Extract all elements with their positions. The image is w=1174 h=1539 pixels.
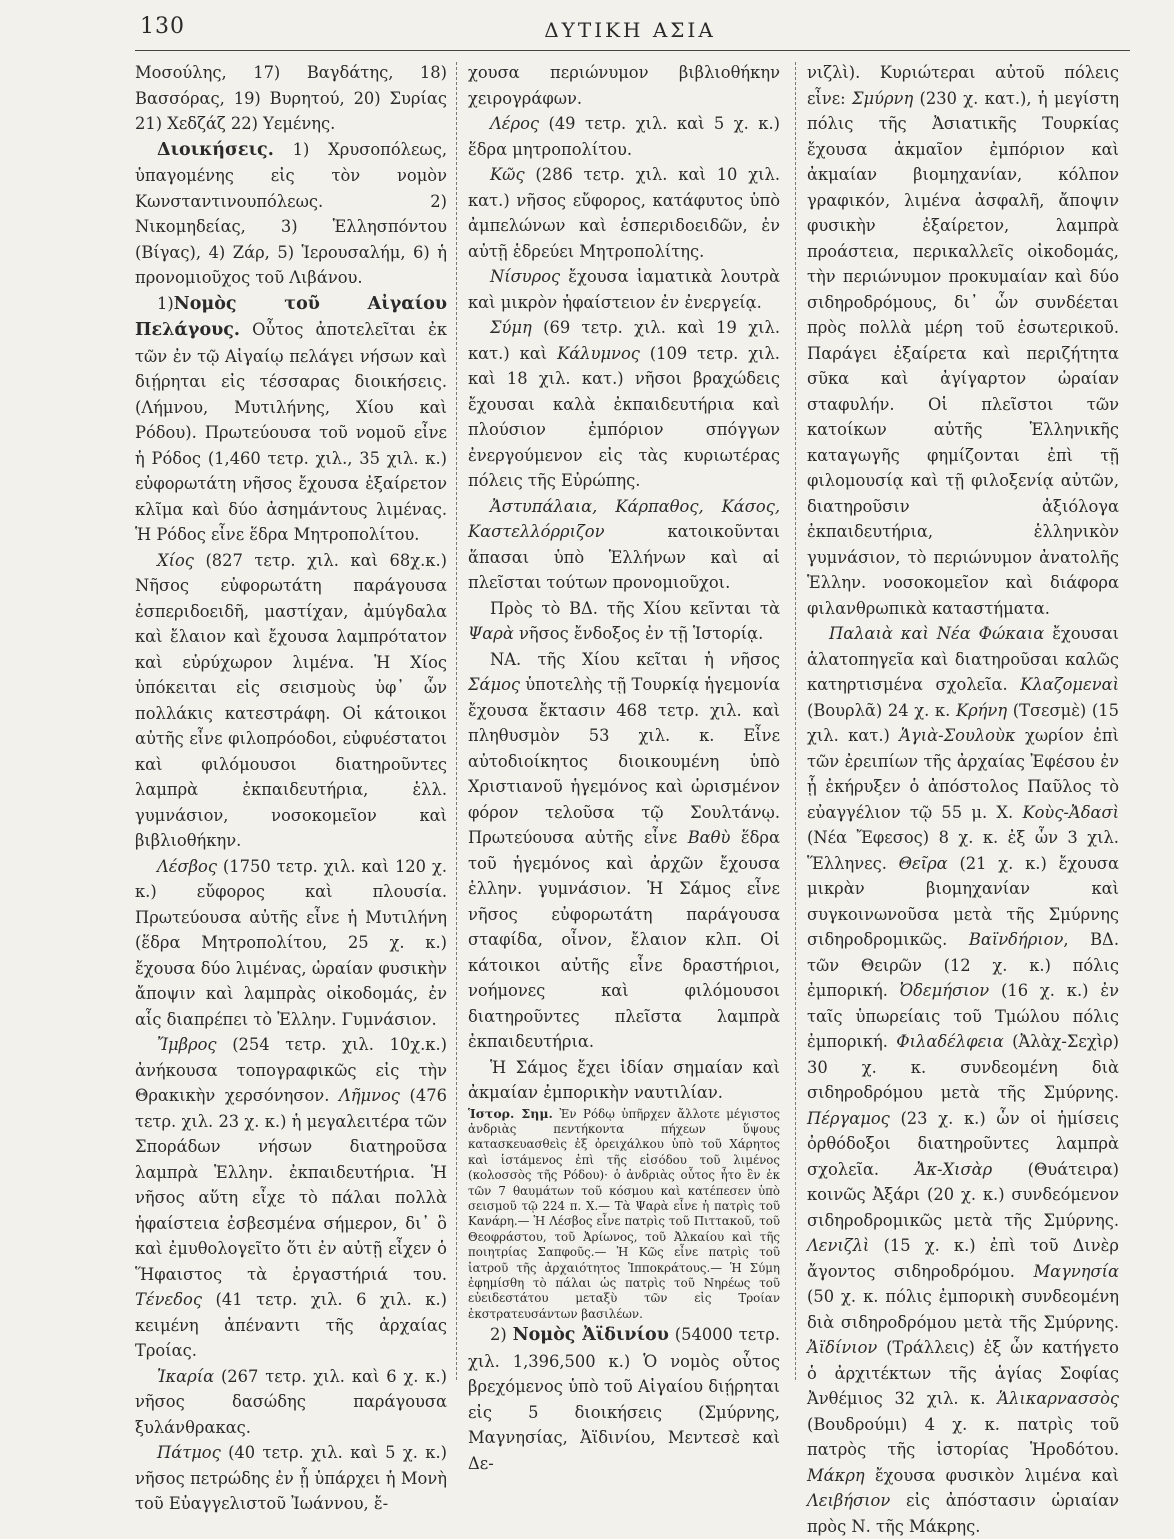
paragraph-psara — [468, 596, 780, 647]
place-name: Βαθὺ — [687, 828, 731, 847]
place-name: Ἁλικαρνασσὸς — [997, 1389, 1119, 1408]
paragraph-smyrna — [807, 60, 1119, 621]
paragraph-symi — [468, 315, 780, 494]
column-1 — [135, 60, 447, 1517]
note-text: Ἐν Ρόδῳ ὑπῆρχεν ἄλλοτε μέγιστος ἀνδριὰς πεντήκοντα πήχεων ὕψους κατασκευασθεὶς ἐξ ὀρειχάλκου ὑπὸ τοῦ Χάρητος καὶ ἱστάμενος ἐπὶ τῆς εἰσόδου τοῦ λιμένος (κολοσσὸς τῆς Ρόδου)· ὁ ἀνδριὰς οὗτος ἦτο ἓν ἐκ τῶν 7 θαυμάτων τοῦ κόσμου καὶ κατέπεσεν ὑπὸ σεισμοῦ τῷ 224 π. Χ.— Τὰ Ψαρὰ εἶνε ἡ πατρὶς τοῦ Κανάρη.— Ἡ Λέσβος εἶνε πατρὶς τοῦ Πιττακοῦ, τοῦ Θεοφράστου, τοῦ Ἀρίωνος, τοῦ Ἀλκαίου καὶ τῆς ποιητρίας Σαπφοῦς.— Ἡ Κῶς εἶνε πατρὶς τοῦ ἰατροῦ τῆς ἀρχαιότητος Ἱπποκράτους.— Ἡ Σύμη ἐφημίσθη τὸ πάλαι ὡς πατρὶς τοῦ Νηρέως τοῦ εὐειδεστάτου μεταξὺ τῶν εἰς Τροίαν ἐκστρατευσάντων βασιλέων. — [468, 1106, 780, 1321]
paragraph-text: Πρὸς τὸ ΒΔ. τῆς Χίου κεῖνται τὰ — [490, 598, 780, 618]
paragraph-text: (41 τετρ. χιλ. 6 χιλ. κ.) κειμένη ἀπέναντι τῆς ἀρχαίας Τροίας. — [135, 1290, 447, 1360]
paragraph-kos — [468, 162, 780, 264]
paragraph-text: (40 τετρ. χιλ. καὶ 5 χ. κ.) νῆσος πετρώδης ἐν ᾗ ὑπάρχει ἡ Μονὴ τοῦ Εὐαγγελιστοῦ Ἰωάννου, ἔ- — [135, 1443, 447, 1513]
header-rule — [135, 50, 1130, 51]
paragraph-text: (50 χ. κ. πόλις ἐμπορικὴ συνδεομένη διὰ σιδηροδρόμου μετὰ τῆς Σμύρνης. — [807, 1287, 1119, 1332]
place-name: Κρήνη — [955, 700, 1008, 720]
paragraph-leros — [468, 111, 780, 162]
paragraph-text: (827 τετρ. χιλ. καὶ 68χ.κ.) Νῆσος εὐφορωτάτη παράγουσα ἑσπεριδοειδῆ, μαστίχαν, ἀμύγδαλα καὶ ἔλαιον καὶ ἔχουσα λαμπρότατον καὶ εὐρύχωρον λιμένα. Ἡ Χίος ὑπόκειται εἰς σεισμοὺς ὑφ᾽ ὧν πολλάκις κατεστράφη. Οἱ κάτοικοι αὐτῆς εἶνε φιλοπρόοδοι, εὐφυέστατοι καὶ φιλόμουσοι διατηροῦντες λαμπρὰ ἐκπαιδευτήρια, ἑλλ. γυμνάσιον, νοσοκομεῖον καὶ βιβλιοθήκην. — [135, 550, 447, 850]
paragraph-text: (230 χ. κατ.), ἡ μεγίστη πόλις τῆς Ἀσιατικῆς Τουρκίας ἔχουσα ἀκμαῖον ἐμπόριον καὶ ἀκμαίαν βιομηχανίαν, κόλπον γραφικόν, λιμένα ἀσφαλῆ, ἄποψιν φυσικὴν ἐξαίρετον, λαμπρὰ προάστεια, περικαλλεῖς οἰκοδομάς, τὴν περιώνυμον προκυμαίαν καὶ δύο σιδηροδρόμους, δι᾽ ὧν συνδέεται πρὸς πολλὰ μέρη τοῦ ἐσωτερικοῦ. Παράγει ἐξαίρετα καὶ περιζήτητα σῦκα καὶ ἀγίγαρτον ὡραίαν σταφυλήν. Οἱ πλεῖστοι τῶν κατοίκων αὐτῆς Ἑλληνικῆς καταγωγῆς φημίζονται ἐπὶ τῇ φιλομουσίᾳ καὶ τῇ φιλοξενίᾳ αὐτῶν, διατηροῦσιν ἀξιόλογα ἐκπαιδευτήρια, ἑλληνικὸν γυμνάσιον, τὸ περιώνυμον ἀνατολῆς Ἑλλην. νοσοκομεῖον καὶ διάφορα φιλανθρωπικὰ καταστήματα. — [807, 88, 1119, 618]
paragraph-text: 1) Χρυσοπόλεως, ὑπαγομένης εἰς τὸν νομὸν Κωνσταντινουπόλεως. 2) Νικομηδείας, 3) Ἑλλησπόντου (Βίγας), 4) Ζάρ, 5) Ἱερουσαλήμ, 6) ἡ προνομιοῦχος τοῦ Λιβάνου. — [135, 139, 447, 287]
column-divider-2 — [795, 62, 796, 1380]
place-name: Ὀδεμήσιον — [899, 981, 990, 1000]
place-name: Λενιζλὶ — [807, 1236, 870, 1255]
paragraph-astypalaia — [468, 494, 780, 596]
paragraph-text: ἕδρα τοῦ ἡγεμόνος καὶ ἀρχῶν ἔχουσα ἑλλην. γυμνάσιον. Ἡ Σάμος εἶνε νῆσος εὐφορωτάτη παράγουσα σταφίδα, οἶνον, ἔλαιον κλπ. Οἱ κάτοικοι αὐτῆς εἶνε δραστήριοι, νοήμονες καὶ φιλόμουσοι διατηροῦντες πλεῖστα λαμπρὰ ἐκπαιδευτήρια. — [468, 828, 780, 1051]
place-name: Σύμη — [490, 318, 532, 337]
place-name: Χίος — [157, 550, 194, 570]
paragraph-text: (49 τετρ. χιλ. καὶ 5 χ. κ.) ἕδρα μητροπολίτου. — [468, 114, 780, 159]
paragraph-text: ὑποτελὴς τῇ Τουρκίᾳ ἡγεμονία ἔχουσα ἔκτασιν 468 τετρ. χιλ. καὶ πληθυσμὸν 53 χιλ. κ. Εἶνε αὐτοδιοίκητος διοικουμένη ὑπὸ Χριστιανοῦ ἡγεμόνος καὶ ὡρισμένον φόρον τελοῦσα τῷ Σουλτάνῳ. Πρωτεύουσα αὐτῆς εἶνε — [468, 675, 780, 847]
place-name: Ψαρὰ — [468, 624, 514, 643]
paragraph-text: (54000 τετρ. χιλ. 1,396,500 κ.) Ὁ νομὸς οὗτος βρεχόμενος ὑπὸ τοῦ Αἰγαίου διῄρηται εἰς 5 διοικήσεις (Σμύρνης, Μαγνησίας, Ἀϊδινίου, Μεντεσὲ καὶ Δε- — [468, 1325, 780, 1473]
place-name: Φιλαδέλφεια — [896, 1032, 1004, 1051]
place-name: Σάμος — [468, 675, 521, 694]
place-name: Πέργαμος — [807, 1108, 890, 1128]
paragraph-nisyros — [468, 264, 780, 315]
paragraph-text: (Βουρλᾶ) 24 χ. κ. — [807, 700, 956, 720]
place-name: Λειβήσιον — [807, 1491, 891, 1510]
paragraph-lesvos — [135, 854, 447, 1033]
paragraph-patmos — [135, 1440, 447, 1517]
paragraph-text: ΝΑ. τῆς Χίου κεῖται ἡ νῆσος — [490, 649, 780, 669]
running-head: ΔΥΤΙΚΗ ΑΣΙΑ — [544, 18, 716, 42]
paragraph-chios — [135, 548, 447, 854]
paragraph-cities — [807, 621, 1119, 1539]
paragraph-text: (Ἀλὰχ-Σεχὶρ) 30 χ. κ. συνδεομένη διὰ σιδηροδρόμου μετὰ τῆς Σμύρνης. — [807, 1032, 1119, 1102]
paragraph-text: ἔχουσα φυσικὸν λιμένα καὶ — [864, 1465, 1119, 1485]
place-name: Ἰκαρία — [157, 1366, 215, 1386]
place-name: Λέσβος — [157, 856, 217, 876]
place-name: Ἀστυπάλαια, Κάρπαθος, Κάσος, Καστελλόρριζον — [468, 496, 780, 541]
column-divider-1 — [456, 62, 457, 1380]
paragraph-text: (21 χ. κ.) ἔχουσα μικρὰν βιομηχανίαν καὶ συγκοινωνοῦσα μετὰ τῆς Σμύρνης σιδηροδρομικῶς. — [807, 853, 1119, 949]
place-name: Τένεδος — [135, 1290, 202, 1309]
place-name: Μαγνησία — [1033, 1261, 1119, 1281]
paragraph-text: εἰς ἀπόστασιν ὡριαίαν πρὸς Ν. τῆς Μάκρης. — [807, 1491, 1119, 1536]
page-number: 130 — [140, 14, 185, 39]
column-2 — [468, 60, 780, 1476]
paragraph-text: (23 χ. κ.) ὧν οἱ ἡμίσεις ὀρθόδοξοι διατηροῦντες λαμπρὰ σχολεῖα. — [807, 1108, 1119, 1179]
note-heading: Ἱστορ. Σημ. — [468, 1105, 553, 1121]
page-header — [130, 14, 1130, 54]
paragraph-samos-flag: Ἡ Σάμος ἔχει ἰδίαν σημαίαν καὶ ἀκμαίαν ἐμπορικὴν ναυτιλίαν. — [468, 1057, 780, 1102]
paragraph-ikaria — [135, 1364, 447, 1441]
paragraph-text: (69 τετρ. χιλ. καὶ 19 χιλ. κατ.) καὶ — [468, 318, 780, 363]
place-name: Κλαζομεναὶ — [1020, 675, 1119, 694]
place-name: Πάτμος — [157, 1443, 221, 1462]
paragraph-text: (267 τετρ. χιλ. καὶ 6 χ. κ.) νῆσος δασώδης παράγουσα ξυλάνθρακας. — [135, 1366, 447, 1437]
section-heading: Νομὸς τοῦ Αἰγαίου Πελάγους. — [135, 293, 447, 340]
column-3 — [807, 60, 1119, 1539]
paragraph-text: νιζλὶ). Κυριώτεραι αὐτοῦ πόλεις εἶνε: — [807, 63, 1119, 108]
paragraph-text: (476 τετρ. χιλ. 23 χ. κ.) ἡ μεγαλειτέρα τῶν Σποράδων νήσων διατηροῦσα λαμπρὰ Ἑλλην. ἐκπαιδευτήρια. Ἡ νῆσος αὕτη εἶχε τὸ πάλαι πολλὰ ἡφαίστεια ἐσβεσμένα σήμερον, δι᾽ ὃ καὶ ἐμυθολογεῖτο ὅτι ἐν αὐτῇ εἶχεν ὁ Ἥφαιστος τὰ ἐργαστήριά του. — [135, 1086, 447, 1284]
paragraph-text: (15 χ. κ.) ἐπὶ τοῦ Δινὲρ ἄγοντος σιδηροδρόμου. — [807, 1236, 1119, 1281]
section-number: 2) — [490, 1325, 507, 1345]
paragraph-text: (1750 τετρ. χιλ. καὶ 120 χ. κ.) εὔφορος καὶ πλουσία. Πρωτεύουσα αὐτῆς εἶνε ἡ Μυτιλήνη (ἕδρα Μητροπολίτου, 25 χ. κ.) ἔχουσα δύο λιμένας, ὡραίαν φυσικὴν ἄποψιν καὶ λαμπρὰς οἰκοδομάς, ἐν αἷς διαπρέπει τὸ Ἑλλην. Γυμνάσιον. — [135, 856, 447, 1029]
paragraph-text: ἔχουσαι ἁλατοπηγεῖα καὶ διατηροῦσαι καλῶς κατηρτισμένα σχολεῖα. — [807, 624, 1119, 694]
place-name: Ἀκ-Χισὰρ — [914, 1159, 993, 1179]
paragraph: χουσα περιώνυμον βιβλιοθήκην χειρογράφων. — [468, 63, 780, 108]
paragraph: Μοσούλης, 17) Βαγδάτης, 18) Βασσόρας, 19) Βυρητού, 20) Συρίας 21) Χεδζάζ 22) Υεμένης. — [135, 63, 447, 133]
paragraph-text: (Θυάτειρα) κοινῶς Ἀξάρι (20 χ. κ.) συνδεόμενον σιδηροδρομικῶς μετὰ τῆς Σμύρνης. — [807, 1159, 1119, 1230]
paragraph-imvros — [135, 1032, 447, 1364]
place-name: Ἴμβρος — [157, 1035, 217, 1054]
paragraph-text: (16 χ. κ.) ἐν ταῖς ὑπωρείαις τοῦ Τμώλου πόλις ἐμπορική. — [807, 981, 1119, 1051]
paragraph-text: (286 τετρ. χιλ. καὶ 10 χιλ. κατ.) νῆσος εὔφορος, κατάφυτος ὑπὸ ἀμπελώνων καὶ ἑσπεριδοειδῶν, ἐν αὐτῇ ἑδρεύει Μητροπολίτης. — [468, 165, 780, 261]
place-name: Κάλυμνος — [557, 343, 640, 363]
historical-note — [468, 1106, 780, 1323]
paragraph-text: (Τράλλεις) ἐξ ὧν κατήγετο ὁ ἀρχιτέκτων τῆς ἁγίας Σοφίας Ἀνθέμιος 32 χιλ. κ. — [807, 1338, 1119, 1408]
paragraph-text: Οὗτος ἀποτελεῖται ἐκ τῶν ἐν τῷ Αἰγαίῳ πελάγει νήσων καὶ διῄρηται εἰς τέσσαρας διοικήσεις. (Λήμνου, Μυτιλήνης, Χίου καὶ Ρόδου). Πρωτεύουσα τοῦ νομοῦ εἶνε ἡ Ρόδος (1,460 τετρ. χιλ., 35 χιλ. κ.) εὐφορωτάτη νῆσος ἔχουσα ἐξαίρετον κλῖμα καὶ δύο ἀσημάντους λιμένας. Ἡ Ρόδος εἶνε ἕδρα Μητροπολίτου. — [135, 320, 447, 544]
section-number: 1) — [157, 293, 174, 313]
place-name: Κῶς — [490, 165, 525, 184]
paragraph-text: (Βουδρούμι) 4 χ. κ. πατρὶς τοῦ πατρὸς τῆς ἱστορίας Ἡροδότου. — [807, 1414, 1119, 1459]
place-name: Ἁγιὰ-Σουλοὺκ — [899, 726, 1016, 745]
paragraph-text: ἔχουσα ἰαματικὰ λουτρὰ καὶ μικρὸν ἡφαίστειον ἐν ἐνεργείᾳ. — [468, 267, 780, 312]
paragraph-text: κατοικοῦνται ἅπασαι ὑπὸ Ἑλλήνων καὶ αἱ πλεῖσται τούτων προνομιοῦχοι. — [468, 522, 780, 592]
paragraph-text: (Τσεσμὲ) (15 χιλ. κατ.) — [807, 700, 1119, 745]
section-heading: Νομὸς Ἀϊδινίου — [512, 1325, 669, 1346]
paragraph-text: , ΒΔ. τῶν Θειρῶν (12 χ. κ.) πόλις ἐμπορική. — [807, 930, 1119, 1000]
place-name: Βαϊνδήριον — [968, 930, 1064, 949]
place-name: Μάκρη — [807, 1465, 865, 1485]
place-name: Κοὺς-Ἀδασὶ — [1022, 802, 1119, 822]
place-name: Νίσυρος — [490, 267, 561, 286]
place-name: Θεῖρα — [898, 853, 948, 873]
paragraph-text: (Νέα Ἔφεσος) 8 χ. κ. ἐξ ὧν 3 χιλ. Ἕλληνες. — [807, 828, 1119, 873]
section-heading: Διοικήσεις. — [157, 139, 274, 160]
place-name: Λέρος — [490, 114, 539, 133]
place-name: Σμύρνη — [851, 88, 914, 108]
paragraph-samos — [468, 647, 780, 1055]
paragraph-aegean — [135, 291, 447, 548]
paragraph-dioikiseis — [135, 137, 447, 291]
place-name: Παλαιὰ καὶ Νέα Φώκαια — [829, 624, 1045, 643]
paragraph-text: νῆσος ἔνδοξος ἐν τῇ Ἱστορίᾳ. — [513, 624, 764, 643]
paragraph-aidinion — [468, 1322, 780, 1476]
paragraph-text: (109 τετρ. χιλ. καὶ 18 χιλ. κατ.) νῆσοι βραχώδεις ἔχουσαι καλὰ ἐκπαιδευτήρια καὶ πλούσιον ἐμπόριον σπόγγων ἐνεργούμενον εἰς τὰς κυριωτέρας πόλεις τῆς Εὐρώπης. — [468, 343, 780, 490]
paragraph-text: (254 τετρ. χιλ. 10χ.κ.) ἀνήκουσα τοπογραφικῶς εἰς τὴν Θρακικὴν χερσόνησον. — [135, 1035, 447, 1105]
place-name: Ἀϊδίνιον — [807, 1338, 878, 1357]
place-name: Λῆμνος — [339, 1086, 400, 1105]
paragraph-text: χωρίον ἐπὶ τῶν ἐρειπίων τῆς ἀρχαίας Ἐφέσου ἐν ᾗ ἐκήρυξεν ὁ ἀπόστολος Παῦλος τὸ εὐαγγέλιον τῷ 55 μ. Χ. — [807, 726, 1119, 822]
